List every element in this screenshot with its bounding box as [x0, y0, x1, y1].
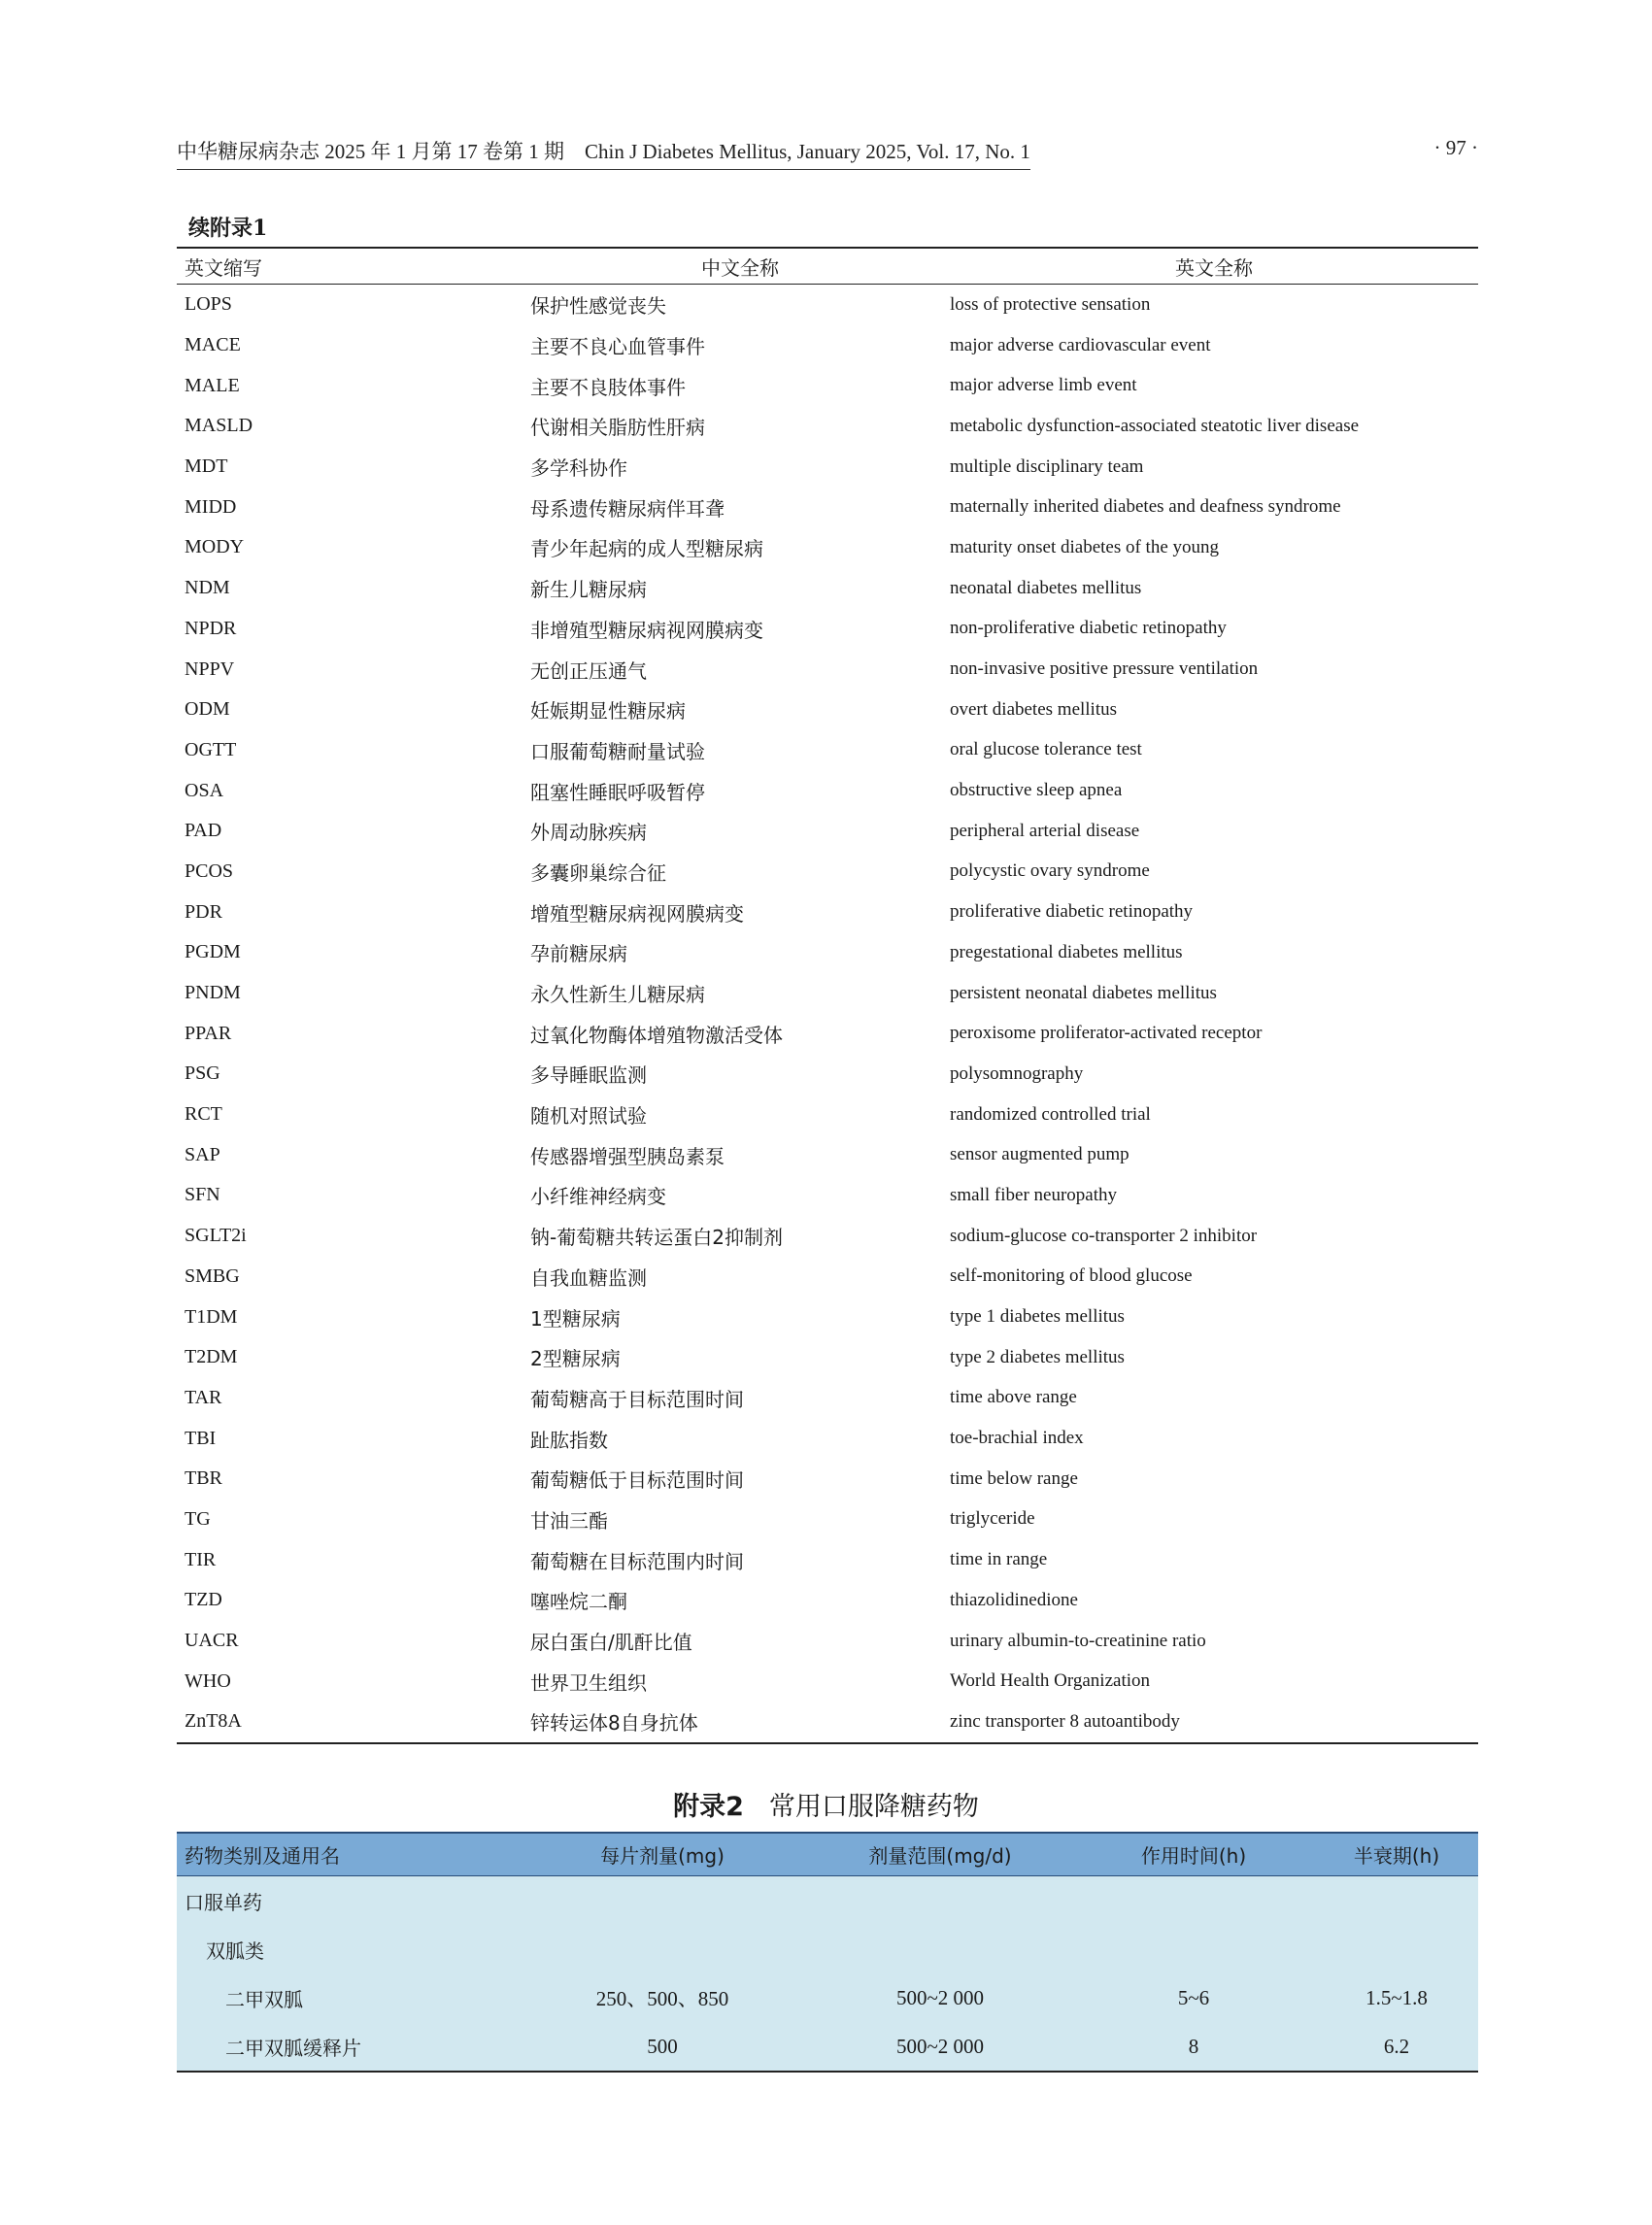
abbreviation-table — [177, 247, 1478, 1744]
abbr-cell: ZnT8A — [177, 1702, 530, 1743]
abbr-cell: T1DM — [185, 1305, 238, 1328]
english-name-cell: pregestational diabetes mellitus — [950, 941, 1183, 962]
abbr-cell: TAR — [185, 1386, 222, 1408]
chinese-name-cell: 青少年起病的成人型糖尿病 — [530, 537, 763, 561]
chinese-name-cell: 钠-葡萄糖共转运蛋白2抑制剂 — [530, 1226, 783, 1250]
table-row — [177, 1661, 1478, 1702]
chinese-name-cell: 尿白蛋白/肌酐比值 — [530, 1631, 692, 1655]
abbr-cell: NPPV — [185, 657, 235, 680]
table-row — [177, 487, 1478, 527]
oral-drug-table — [177, 1832, 1478, 2073]
english-name-cell: obstructive sleep apnea — [950, 780, 1123, 801]
table-row — [177, 1580, 1478, 1621]
english-name-cell: major adverse limb event — [950, 375, 1137, 396]
table-row — [177, 1459, 1478, 1500]
table-row — [177, 973, 1478, 1014]
abbr-cell: PPAR — [185, 1022, 232, 1044]
abbr-cell: SFN — [185, 1184, 220, 1206]
chinese-name-cell: 代谢相关脂肪性肝病 — [530, 416, 705, 440]
halflife-cell: 6.2 — [1315, 2022, 1478, 2072]
table-row — [177, 1337, 1478, 1378]
chinese-name-cell: 主要不良心血管事件 — [530, 335, 705, 359]
appendix2-caption: 常用口服降糖药物 — [768, 1792, 979, 1822]
english-name-cell: sensor augmented pump — [950, 1144, 1129, 1165]
english-name-cell: small fiber neuropathy — [950, 1184, 1118, 1205]
abbr-cell: PAD — [185, 820, 222, 842]
abbr-cell: TZD — [185, 1589, 222, 1611]
table-row — [177, 285, 1478, 325]
dose-cell: 500 — [517, 2022, 808, 2072]
abbr-cell: ODM — [185, 698, 230, 721]
table-row — [177, 1621, 1478, 1662]
abbr-cell: PDR — [185, 900, 222, 923]
running-head — [177, 136, 1478, 170]
english-name-cell: urinary albumin-to-creatinine ratio — [950, 1630, 1206, 1651]
drug-name-cell: 二甲双胍缓释片 — [177, 2022, 517, 2072]
english-name-cell: neonatal diabetes mellitus — [950, 577, 1142, 598]
table-row — [177, 1378, 1478, 1419]
table-row — [177, 527, 1478, 568]
english-name-cell: type 1 diabetes mellitus — [950, 1306, 1125, 1328]
table-row — [177, 1702, 1478, 1743]
chinese-name-cell: 1型糖尿病 — [530, 1306, 621, 1331]
table-row — [177, 365, 1478, 406]
abbr-cell: SAP — [185, 1143, 220, 1165]
english-name-cell: triglyceride — [950, 1508, 1035, 1530]
english-name-cell: overt diabetes mellitus — [950, 698, 1118, 720]
english-name-cell: persistent neonatal diabetes mellitus — [950, 982, 1217, 1003]
english-name-cell: polysomnography — [950, 1062, 1084, 1084]
abbr-cell: T2DM — [185, 1346, 238, 1368]
drug-name-cell: 双胍类 — [177, 1925, 517, 1973]
abbr-cell: NPDR — [185, 617, 237, 639]
english-name-cell: time below range — [950, 1467, 1078, 1489]
chinese-name-cell: 孕前糖尿病 — [530, 942, 627, 966]
chinese-name-cell: 葡萄糖在目标范围内时间 — [530, 1549, 744, 1573]
table-row — [177, 892, 1478, 932]
table-row — [177, 1257, 1478, 1298]
drug-row — [177, 1876, 1478, 1926]
dose-cell — [517, 1876, 808, 1926]
abbr-cell: PCOS — [185, 860, 234, 882]
range-cell: 500~2 000 — [808, 1973, 1072, 2022]
abbr-cell: MDT — [185, 455, 228, 478]
chinese-name-cell: 多导睡眠监测 — [530, 1063, 647, 1088]
table-row — [177, 325, 1478, 366]
chinese-name-cell: 传感器增强型胰岛素泵 — [530, 1144, 725, 1168]
dose-cell: 250、500、850 — [517, 1973, 808, 2022]
abbr-cell: MODY — [185, 536, 245, 558]
abbr-cell: LOPS — [185, 293, 232, 316]
abbr-cell: MALE — [185, 374, 240, 396]
table-row — [177, 1539, 1478, 1580]
drug-row — [177, 1925, 1478, 1973]
abbr-cell: PSG — [185, 1062, 220, 1085]
drug-name-cell: 口服单药 — [177, 1876, 517, 1926]
chinese-name-cell: 母系遗传糖尿病伴耳聋 — [530, 496, 725, 521]
chinese-name-cell: 非增殖型糖尿病视网膜病变 — [530, 618, 763, 642]
english-name-cell: time above range — [950, 1387, 1077, 1408]
abbreviation-table-header — [177, 248, 1478, 285]
range-cell — [808, 1876, 1072, 1926]
english-name-cell: polycystic ovary syndrome — [950, 860, 1150, 882]
chinese-name-cell: 永久性新生儿糖尿病 — [530, 983, 705, 1007]
abbr-cell: WHO — [185, 1669, 231, 1692]
english-name-cell: maternally inherited diabetes and deafness syndrome — [950, 496, 1341, 518]
abbr-cell: SGLT2i — [185, 1225, 247, 1247]
abbr-cell: MACE — [185, 334, 241, 356]
english-name-cell: maturity onset diabetes of the young — [950, 536, 1220, 557]
english-name-cell: metabolic dysfunction-associated steatotic liver disease — [950, 415, 1360, 436]
column-header-abbr: 英文缩写 — [177, 248, 530, 285]
duration-cell: 8 — [1072, 2022, 1315, 2072]
column-header-range: 剂量范围(mg/d) — [808, 1833, 1072, 1876]
table-row — [177, 770, 1478, 811]
abbr-cell: TBR — [185, 1467, 222, 1490]
chinese-name-cell: 口服葡萄糖耐量试验 — [530, 739, 705, 763]
chinese-name-cell: 世界卫生组织 — [530, 1670, 647, 1695]
english-name-cell: major adverse cardiovascular event — [950, 334, 1211, 355]
table-row — [177, 1500, 1478, 1540]
column-header-dose: 每片剂量(mg) — [517, 1833, 808, 1876]
drug-row — [177, 1973, 1478, 2022]
chinese-name-cell: 多学科协作 — [530, 456, 627, 481]
english-name-cell: randomized controlled trial — [950, 1103, 1151, 1125]
chinese-name-cell: 增殖型糖尿病视网膜病变 — [530, 901, 744, 926]
appendix2-title — [0, 1785, 1652, 1823]
column-header-drug: 药物类别及通用名 — [177, 1833, 517, 1876]
english-name-cell: self-monitoring of blood glucose — [950, 1265, 1193, 1287]
table-row — [177, 1175, 1478, 1216]
english-name-cell: World Health Organization — [950, 1670, 1151, 1692]
english-name-cell: zinc transporter 8 autoantibody — [950, 1702, 1478, 1743]
english-name-cell: multiple disciplinary team — [950, 455, 1144, 477]
appendix2-number: 附录2 — [673, 1792, 744, 1822]
range-cell: 500~2 000 — [808, 2022, 1072, 2072]
abbr-cell: PNDM — [185, 982, 241, 1004]
chinese-name-cell: 无创正压通气 — [530, 658, 647, 683]
range-cell — [808, 1925, 1072, 1973]
column-header-duration: 作用时间(h) — [1072, 1833, 1315, 1876]
drug-row — [177, 2022, 1478, 2072]
chinese-name-cell: 2型糖尿病 — [530, 1347, 621, 1371]
column-header-chinese: 中文全称 — [530, 248, 950, 285]
chinese-name-cell: 妊娠期显性糖尿病 — [530, 699, 686, 724]
english-name-cell: oral glucose tolerance test — [950, 739, 1142, 760]
halflife-cell — [1315, 1925, 1478, 1973]
english-name-cell: time in range — [950, 1549, 1048, 1570]
english-name-cell: non-proliferative diabetic retinopathy — [950, 618, 1227, 639]
chinese-name-cell: 保护性感觉丧失 — [530, 294, 666, 319]
chinese-name-cell: 小纤维神经病变 — [530, 1185, 666, 1209]
english-name-cell: loss of protective sensation — [950, 293, 1151, 315]
chinese-name-cell: 葡萄糖低于目标范围时间 — [530, 1468, 744, 1493]
journal-citation: 中华糖尿病杂志 2025 年 1 月第 17 卷第 1 期 Chin J Diabetes Mellitus, January 2025, Vol. 17, No. 1 — [177, 136, 1030, 170]
chinese-name-cell: 趾肱指数 — [530, 1428, 608, 1452]
abbr-cell: TG — [185, 1507, 211, 1530]
abbr-cell: MIDD — [185, 495, 237, 518]
appendix1-title: 续附录1 — [188, 216, 268, 241]
duration-cell: 5~6 — [1072, 1973, 1315, 2022]
halflife-cell — [1315, 1876, 1478, 1926]
english-name-cell: peroxisome proliferator-activated receptor — [950, 1023, 1263, 1044]
table-row — [177, 568, 1478, 609]
chinese-name-cell: 自我血糖监测 — [530, 1265, 647, 1290]
dose-cell — [517, 1925, 808, 1973]
table-row — [177, 852, 1478, 893]
chinese-name-cell: 新生儿糖尿病 — [530, 578, 647, 602]
chinese-name-cell: 锌转运体8自身抗体 — [530, 1702, 950, 1743]
chinese-name-cell: 多囊卵巢综合征 — [530, 860, 666, 885]
abbr-cell: OGTT — [185, 738, 237, 760]
chinese-name-cell: 甘油三酯 — [530, 1508, 608, 1533]
abbr-cell: TBI — [185, 1427, 217, 1449]
english-name-cell: proliferative diabetic retinopathy — [950, 901, 1194, 923]
table-row — [177, 1095, 1478, 1135]
chinese-name-cell: 阻塞性睡眠呼吸暂停 — [530, 780, 705, 804]
table-row — [177, 406, 1478, 447]
table-row — [177, 1216, 1478, 1257]
chinese-name-cell: 外周动脉疾病 — [530, 821, 647, 845]
english-name-cell: type 2 diabetes mellitus — [950, 1346, 1125, 1367]
table-row — [177, 1297, 1478, 1337]
english-name-cell: non-invasive positive pressure ventilation — [950, 658, 1259, 680]
abbr-cell: SMBG — [185, 1264, 240, 1287]
english-name-cell: sodium-glucose co-transporter 2 inhibitor — [950, 1225, 1258, 1246]
table-row — [177, 932, 1478, 973]
drug-name-cell: 二甲双胍 — [177, 1973, 517, 2022]
table-row — [177, 1134, 1478, 1175]
chinese-name-cell: 主要不良肢体事件 — [530, 375, 686, 399]
table-row — [177, 690, 1478, 730]
chinese-name-cell: 过氧化物酶体增殖物激活受体 — [530, 1023, 783, 1047]
halflife-cell: 1.5~1.8 — [1315, 1973, 1478, 2022]
chinese-name-cell: 葡萄糖高于目标范围时间 — [530, 1387, 744, 1411]
chinese-name-cell: 随机对照试验 — [530, 1104, 647, 1129]
column-header-english: 英文全称 — [950, 248, 1478, 285]
abbr-cell: TIR — [185, 1548, 217, 1570]
abbr-cell: MASLD — [185, 415, 253, 437]
table-row — [177, 649, 1478, 690]
page-number: · 97 · — [1433, 136, 1478, 159]
abbr-cell: NDM — [185, 577, 230, 599]
english-name-cell: peripheral arterial disease — [950, 820, 1140, 841]
english-name-cell: thiazolidinedione — [950, 1589, 1078, 1610]
table-row — [177, 730, 1478, 771]
abbr-cell: PGDM — [185, 941, 241, 963]
abbr-cell: RCT — [185, 1103, 222, 1126]
table-row — [177, 447, 1478, 488]
table-row — [177, 1013, 1478, 1054]
english-name-cell: toe-brachial index — [950, 1428, 1084, 1449]
duration-cell — [1072, 1876, 1315, 1926]
drug-table-header — [177, 1833, 1478, 1876]
table-row — [177, 811, 1478, 852]
duration-cell — [1072, 1925, 1315, 1973]
table-row — [177, 609, 1478, 650]
abbr-cell: OSA — [185, 779, 224, 801]
table-row — [177, 1418, 1478, 1459]
chinese-name-cell: 噻唑烷二酮 — [530, 1590, 627, 1614]
abbr-cell: UACR — [185, 1630, 239, 1652]
table-row — [177, 1054, 1478, 1095]
column-header-halflife: 半衰期(h) — [1315, 1833, 1478, 1876]
